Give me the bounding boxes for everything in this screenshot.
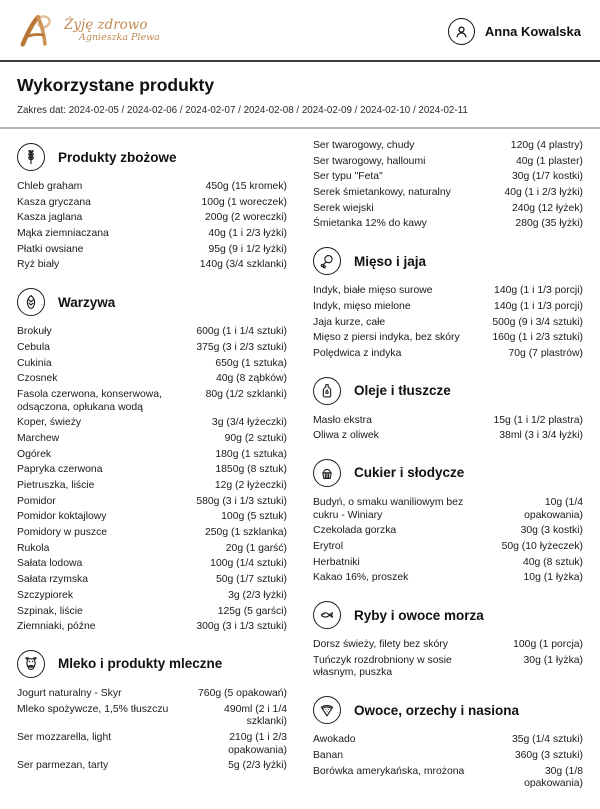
product-list [17,326,287,634]
product-name: Pomidor koktajlowy [17,511,107,523]
page-title: Wykorzystane produkty [17,75,215,95]
product-row [17,760,287,773]
product-quantity: 160g (1 i 2/3 sztuki) [492,332,583,344]
title-block [0,62,600,129]
section-header [313,696,583,724]
product-name: Kasza gryczana [17,196,91,208]
product-quantity: 180g (1 sztuka) [215,448,287,460]
section-title: Oleje i tłuszcze [354,383,451,399]
product-quantity: 90g (2 sztuki) [224,432,287,444]
product-row [17,704,287,729]
product-row [17,688,287,701]
product-name: Erytrol [313,541,344,552]
product-quantity: 30g (3 kostki) [520,525,583,537]
product-quantity: 250g (1 szklanka) [204,527,287,539]
product-row [313,415,583,428]
product-row [313,218,583,231]
product-quantity: 375g (3 i 2/3 sztuki) [196,341,287,353]
product-quantity: 125g (5 garści) [217,605,287,617]
product-name: Sałata rzymska [17,574,89,586]
product-list [17,181,287,272]
section-title: Warzywa [58,294,116,310]
product-quantity: 3g (2/3 łyżki) [228,589,287,601]
product-quantity: 15g (1 i 1/2 plastra) [493,414,583,426]
product-name: Ziemniaki, późne [17,621,96,633]
product-name: Szczypiorek [17,589,74,601]
product-row [17,590,287,603]
product-name: Banan [313,749,344,761]
product-quantity: 100g (1/4 sztuki) [210,558,287,570]
product-quantity: 1850g (8 sztuk) [215,464,287,476]
product-row [313,285,583,298]
product-name: Brokuły [17,326,52,338]
product-list [313,497,583,585]
right-column [313,140,583,794]
product-row [313,557,583,570]
wheat-icon [17,143,45,171]
section-title: Mleko i produkty mleczne [58,656,223,672]
product-name: Herbatniki [313,556,360,568]
product-row [17,373,287,386]
product-name: Mleko spożywcze, 1,5% tłuszczu [17,703,169,715]
product-name: Mąka ziemniaczana [17,228,109,240]
product-list [17,688,287,773]
product-row [17,228,287,241]
cupcake-icon [313,459,341,487]
section-header [313,601,583,629]
section-header [17,143,287,171]
product-row [313,541,583,554]
product-name: Ser typu "Feta" [313,171,383,183]
product-row [17,511,287,524]
product-name: Szpinak, liście [17,605,83,617]
page-header [0,0,600,62]
product-row [17,480,287,493]
product-name: Sałata lodowa [17,558,83,570]
product-row [17,732,287,757]
product-quantity: 500g (9 i 3/4 sztuki) [492,316,583,328]
product-quantity: 140g (1 i 1/3 porcji) [494,300,583,312]
product-row [17,417,287,430]
product-name: Serek wiejski [313,202,374,214]
brand-logo-text [64,18,160,43]
product-quantity: 490ml (2 i 1/4 szklanki) [224,703,287,728]
product-quantity: 70g (7 plastrów) [508,347,583,359]
product-quantity: 20g (1 garść) [225,542,287,554]
product-quantity: 30g (1/8 opakowania) [524,765,583,790]
product-name: Ser twarogowy, halloumi [313,155,426,167]
product-row [313,187,583,200]
product-row [313,639,583,652]
product-name: Pomidor [17,495,56,507]
product-row [313,348,583,361]
product-name: Budyń, o smaku waniliowym bez cukru - Winiary [313,496,464,521]
product-name: Płatki owsiane [17,243,84,255]
product-quantity: 360g (3 sztuki) [514,749,583,761]
product-row [17,358,287,371]
product-row [17,574,287,587]
product-row [313,750,583,763]
product-quantity: 35g (1/4 sztuki) [511,734,583,746]
product-name: Fasola czerwona, konserwowa, odsączona, opłukana wodą [17,388,162,413]
product-row [17,244,287,257]
product-quantity: 200g (2 woreczki) [204,212,287,224]
product-name: Jaja kurze, całe [313,316,386,328]
product-name: Ogórek [17,448,52,460]
product-list [313,285,583,360]
product-row [313,430,583,443]
product-quantity: 40g (1 i 2/3 łyżki) [208,228,287,240]
product-name: Indyk, białe mięso surowe [313,285,433,297]
product-quantity: 600g (1 i 1/4 sztuki) [196,326,287,338]
product-name: Ryż biały [17,259,60,271]
product-name: Jogurt naturalny - Skyr [17,687,122,699]
user-name: Anna Kowalska [484,23,581,39]
product-quantity: 760g (5 opakowań) [198,687,287,699]
section-header [17,288,287,316]
product-quantity: 300g (3 i 1/3 sztuki) [196,621,287,633]
section-header [313,377,583,405]
user-info [448,18,583,45]
section-title: Mięso i jaja [354,253,427,269]
brand-logo [17,11,160,51]
user-avatar-icon [448,18,475,45]
product-row [313,497,583,522]
product-row [313,572,583,585]
product-list [313,639,583,680]
product-quantity: 95g (9 i 1/2 łyżki) [208,243,287,255]
product-name: Cukinia [17,357,52,369]
product-quantity: 120g (4 plastry) [510,140,583,151]
brand-name: Żyję zdrowo [64,17,148,34]
product-name: Mięso z piersi indyka, bez skóry [313,332,460,344]
product-name: Koper, świeży [17,417,82,429]
product-quantity: 100g (1 porcja) [513,639,583,651]
product-quantity: 10g (1 łyżka) [523,572,583,584]
product-quantity: 40g (1 plaster) [516,155,583,167]
product-name: Tuńczyk rozdrobniony w sosie własnym, puszka [313,654,452,679]
product-row [17,464,287,477]
fish-icon [313,601,341,629]
oil-bottle-icon [313,377,341,405]
product-list [313,140,583,231]
meat-icon [313,247,341,275]
product-row [17,181,287,194]
product-row [17,342,287,355]
section-title: Owoce, orzechy i nasiona [354,702,520,718]
watermelon-icon [313,696,341,724]
product-name: Pietruszka, liście [17,480,95,491]
product-quantity: 40g (1 i 2/3 łyżki) [504,187,583,199]
section-header [313,459,583,487]
cow-icon [17,650,45,678]
product-name: Masło ekstra [313,414,372,426]
product-quantity: 80g (1/2 szklanki) [205,388,287,400]
product-row [17,527,287,540]
product-row [17,197,287,210]
product-quantity: 580g (3 i 1/3 sztuki) [196,495,287,507]
product-row [17,496,287,509]
product-name: Polędwica z indyka [313,347,402,359]
product-row [17,326,287,339]
product-quantity: 10g (1/4 opakowania) [524,496,583,521]
brand-logo-icon [17,11,59,51]
product-name: Ser mozzarella, light [17,731,112,743]
left-column [17,140,287,794]
product-quantity: 240g (12 łyżek) [511,202,583,214]
product-name: Ser twarogowy, chudy [313,140,415,151]
product-row [17,621,287,634]
product-row [17,389,287,414]
product-quantity: 140g (1 i 1/3 porcji) [494,285,583,297]
product-row [313,156,583,169]
product-row [313,332,583,345]
product-list [313,734,583,791]
product-quantity: 210g (1 i 2/3 opakowania) [228,731,287,756]
product-quantity: 50g (10 łyżeczek) [501,541,583,552]
product-row [17,433,287,446]
product-name: Czosnek [17,373,58,385]
product-row [17,543,287,556]
product-name: Pomidory w puszce [17,527,108,539]
product-name: Oliwa z oliwek [313,430,379,442]
product-name: Chleb graham [17,181,83,192]
product-list [313,415,583,443]
product-quantity: 3g (3/4 łyżeczki) [211,417,287,429]
product-name: Kakao 16%, proszek [313,572,409,584]
product-quantity: 100g (5 sztuk) [221,511,287,523]
section-header [17,650,287,678]
vegetable-icon [17,288,45,316]
product-name: Papryka czerwona [17,464,103,476]
product-row [17,606,287,619]
product-row [313,317,583,330]
product-name: Ser parmezan, tarty [17,760,109,772]
product-name: Borówka amerykańska, mrożona [313,765,465,777]
product-quantity: 30g (1 łyżka) [523,654,583,666]
product-row [313,655,583,680]
product-row [313,525,583,538]
product-name: Śmietanka 12% do kawy [313,218,427,230]
product-row [313,766,583,791]
product-quantity: 140g (3/4 szklanki) [199,259,287,271]
product-quantity: 5g (2/3 łyżki) [228,760,287,772]
section-title: Ryby i owoce morza [354,607,484,623]
product-name: Indyk, mięso mielone [313,300,411,312]
product-row [17,449,287,462]
product-row [313,203,583,216]
product-row [17,259,287,272]
date-range: Zakres dat: 2024-02-05 / 2024-02-06 / 2024-02-07 / 2024-02-08 / 2024-02-09 / 2024-02-10 / 2024-02-11 [17,105,468,116]
product-name: Czekolada gorzka [313,525,397,537]
section-title: Cukier i słodycze [354,465,465,481]
section-header [313,247,583,275]
product-row [313,171,583,184]
product-name: Marchew [17,432,60,444]
product-quantity: 650g (1 sztuka) [215,357,287,369]
product-quantity: 280g (35 łyżki) [515,218,583,230]
product-columns [0,129,600,794]
product-quantity: 50g (1/7 sztuki) [215,574,287,586]
product-name: Dorsz świeży, filety bez skóry [313,639,448,651]
product-quantity: 38ml (3 i 3/4 łyżki) [499,430,583,442]
product-name: Cebula [17,341,50,353]
product-name: Rukola [17,542,50,554]
product-name: Awokado [313,734,356,746]
product-quantity: 100g (1 woreczek) [201,196,287,208]
product-row [313,140,583,153]
product-quantity: 12g (2 łyżeczki) [214,480,287,491]
brand-author: Agnieszka Plewa [79,32,160,44]
product-quantity: 450g (15 kromek) [205,181,287,192]
product-name: Kasza jaglana [17,212,83,224]
product-quantity: 40g (8 sztuk) [522,556,583,568]
product-row [17,558,287,571]
section-title: Produkty zbożowe [58,149,177,165]
product-row [313,301,583,314]
product-name: Serek śmietankowy, naturalny [313,187,451,199]
product-quantity: 40g (8 ząbków) [215,373,287,385]
product-quantity: 30g (1/7 kostki) [511,171,583,183]
product-row [17,212,287,225]
product-row [313,734,583,747]
